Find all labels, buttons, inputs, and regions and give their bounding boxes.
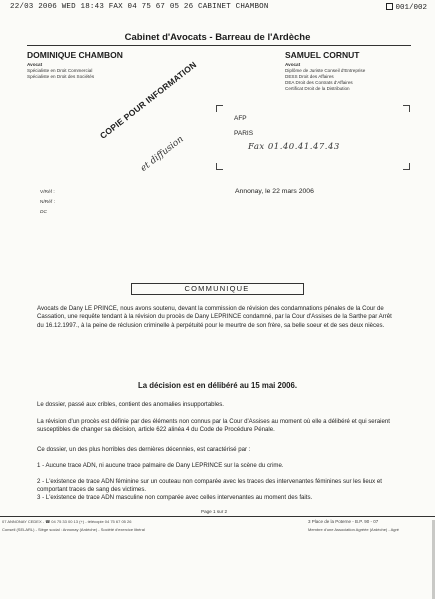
fax-transmission-header: 22/03 2006 WED 18:43 FAX 04 75 67 05 26 CABINET CHAMBON [10,3,269,11]
fax-page-counter [386,3,427,12]
paragraph-revision-definition: La révision d'un procès est définie par des éléments non connus par la Cour d'Assises au moment où elle a délibéré et qui seraient susceptibles de changer sa décision, article 622 alinéa 4 du Code de Procédure Pénale. [37,418,390,434]
address-window-corner-bl [216,163,223,170]
lawyer-left-spec-2: Spécialiste en Droit des Sociétés [27,74,95,79]
page-indicator: Page 1 sur 2 [201,509,228,514]
firm-title: Cabinet d'Avocats - Barreau de l'Ardèche [124,32,311,43]
lawyer-left-name: DOMINIQUE CHAMBON [27,50,123,60]
address-window-corner-tl [216,105,223,112]
lawyer-left-details [27,62,94,80]
recipient-fax-handwritten: Fax 01.40.41.47.43 [248,142,340,152]
lawyer-left-spec-1: Spécialiste en Droit Commercial [27,68,93,73]
recipient-name: AFP [234,115,247,122]
lawyer-right-spec-3: DEA Droit des Contrats d'Affaires [285,80,353,85]
recipient-city: PARIS [234,130,254,137]
list-item-1: 1 - Aucune trace ADN, ni aucune trace palmaire de Dany LEPRINCE sur la scène du crime. [37,462,284,469]
lawyer-right-details [285,62,365,92]
paragraph-characteristics: Ce dossier, un des plus horribles des dernières décennies, est caractérisé par : [37,446,251,453]
footer-divider [0,516,435,517]
paragraph-anomalies: Le dossier, passé aux cribles, contient des anomalies insupportables. [37,401,224,408]
letter-date: Annonay, le 22 mars 2006 [235,188,314,195]
our-reference: N/Réf : [40,200,55,205]
lawyer-right-spec-1: Diplôme de Juriste Conseil d'Entreprise [285,68,366,73]
your-reference: V/Réf : [40,190,55,195]
header-divider [27,45,411,46]
intro-paragraph: Avocats de Dany LE PRINCE, nous avons soutenu, devant la commission de révision des condamnations pénales de la Cour de Cassation, une requête tendant à la révision du procès de Dany LEPRINCE condamné, par la Cour d'Assises de la Sarthe par Arrêt du 16.12.1997., à la peine de réclusion criminelle à perpétuité pour le meurtre de son frère, sa belle soeur et de ses deux nièces. [37,305,392,329]
list-item-3: 3 - L'existence de trace ADN masculine non comparée avec celles intervenantes au moment des faits. [37,494,313,501]
address-window-corner-br [403,163,410,170]
list-item-2: 2 - L'existence de trace ADN féminine sur un couteau non comparée avec les traces des intervenantes féminines sur les lieux et comportant traces de sang des victimes. [37,478,382,494]
reference-initials: DC [40,210,47,215]
footer-address-left-2: Conseil (SELARL) - Siège social : Annonay (Ardèche) - Société d'exercice libéral [2,527,145,532]
lawyer-right-title: Avocat [285,62,301,67]
communique-heading: COMMUNIQUE [184,284,250,293]
fax-page-number: 001/002 [395,4,427,12]
footer-address-left-1: 07 ANNONAY CEDEX - ☎ 04 75 33 00 13 (+) - télécopie 04 75 67 05 26 [2,519,132,524]
lawyer-right-spec-4: Certificat Droit de la Distribution [285,86,350,91]
information-copy-stamp: COPIE POUR INFORMATION [98,59,199,141]
checkbox-glyph-icon [386,3,393,10]
address-window-corner-tr [403,105,410,112]
lawyer-right-spec-2: DESS Droit des Affaires [285,74,334,79]
footer-address-right-2: Membre d'une Association Agréée (Ardèche) - Agré [308,527,400,532]
decision-heading: La décision est en délibéré au 15 mai 2006. [137,381,298,390]
lawyer-left-title: Avocat [27,62,43,67]
footer-address-right-1: 3 Place de la Poterne - B.P. 90 - 07 [308,519,379,524]
lawyer-right-name: SAMUEL CORNUT [285,50,360,60]
stamp-handwritten-note: et diffusion [139,134,186,174]
